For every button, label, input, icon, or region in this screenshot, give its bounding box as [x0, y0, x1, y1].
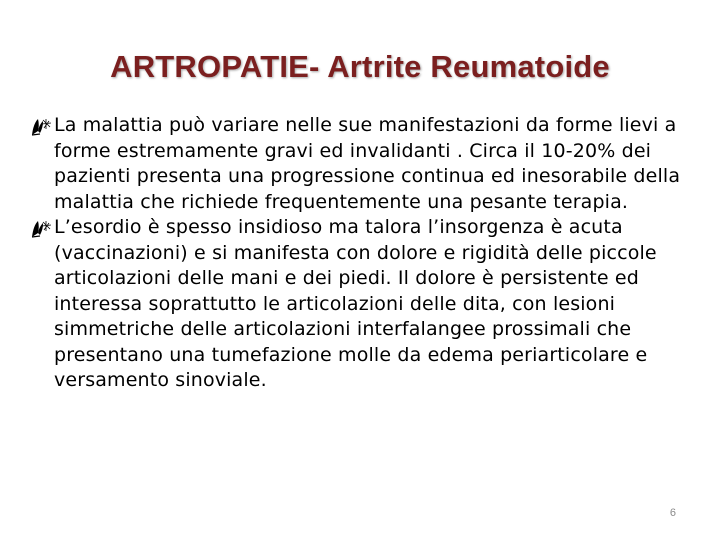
- bullet-text: La malattia può variare nelle sue manifestazioni da forme lievi a forme estremamente gravi ed invalidanti . Circa il 10-20% dei pazienti presenta una progressione continua ed inesorabile della malattia che richiede frequentemente una pesante terapia.: [54, 114, 681, 213]
- leaf-bullet-icon: [30, 219, 52, 239]
- page-number: 6: [669, 507, 676, 519]
- leaf-bullet-icon: [30, 117, 52, 137]
- slide-title: ARTROPATIE- Artrite Reumatoide: [110, 49, 610, 84]
- bullet-item: [30, 113, 700, 215]
- bullet-item: [30, 215, 700, 394]
- bullet-list: [30, 113, 700, 394]
- bullet-text: L’esordio è spesso insidioso ma talora l’insorgenza è acuta (vaccinazioni) e si manifesta con dolore e rigidità delle piccole articolazioni delle mani e dei piedi. Il dolore è persistente ed interessa soprattutto le articolazioni delle dita, con lesioni simmetriche delle articolazioni interfalangee prossimali che presentano una tumefazione molle da edema periarticolare e versamento sinoviale.: [54, 216, 657, 391]
